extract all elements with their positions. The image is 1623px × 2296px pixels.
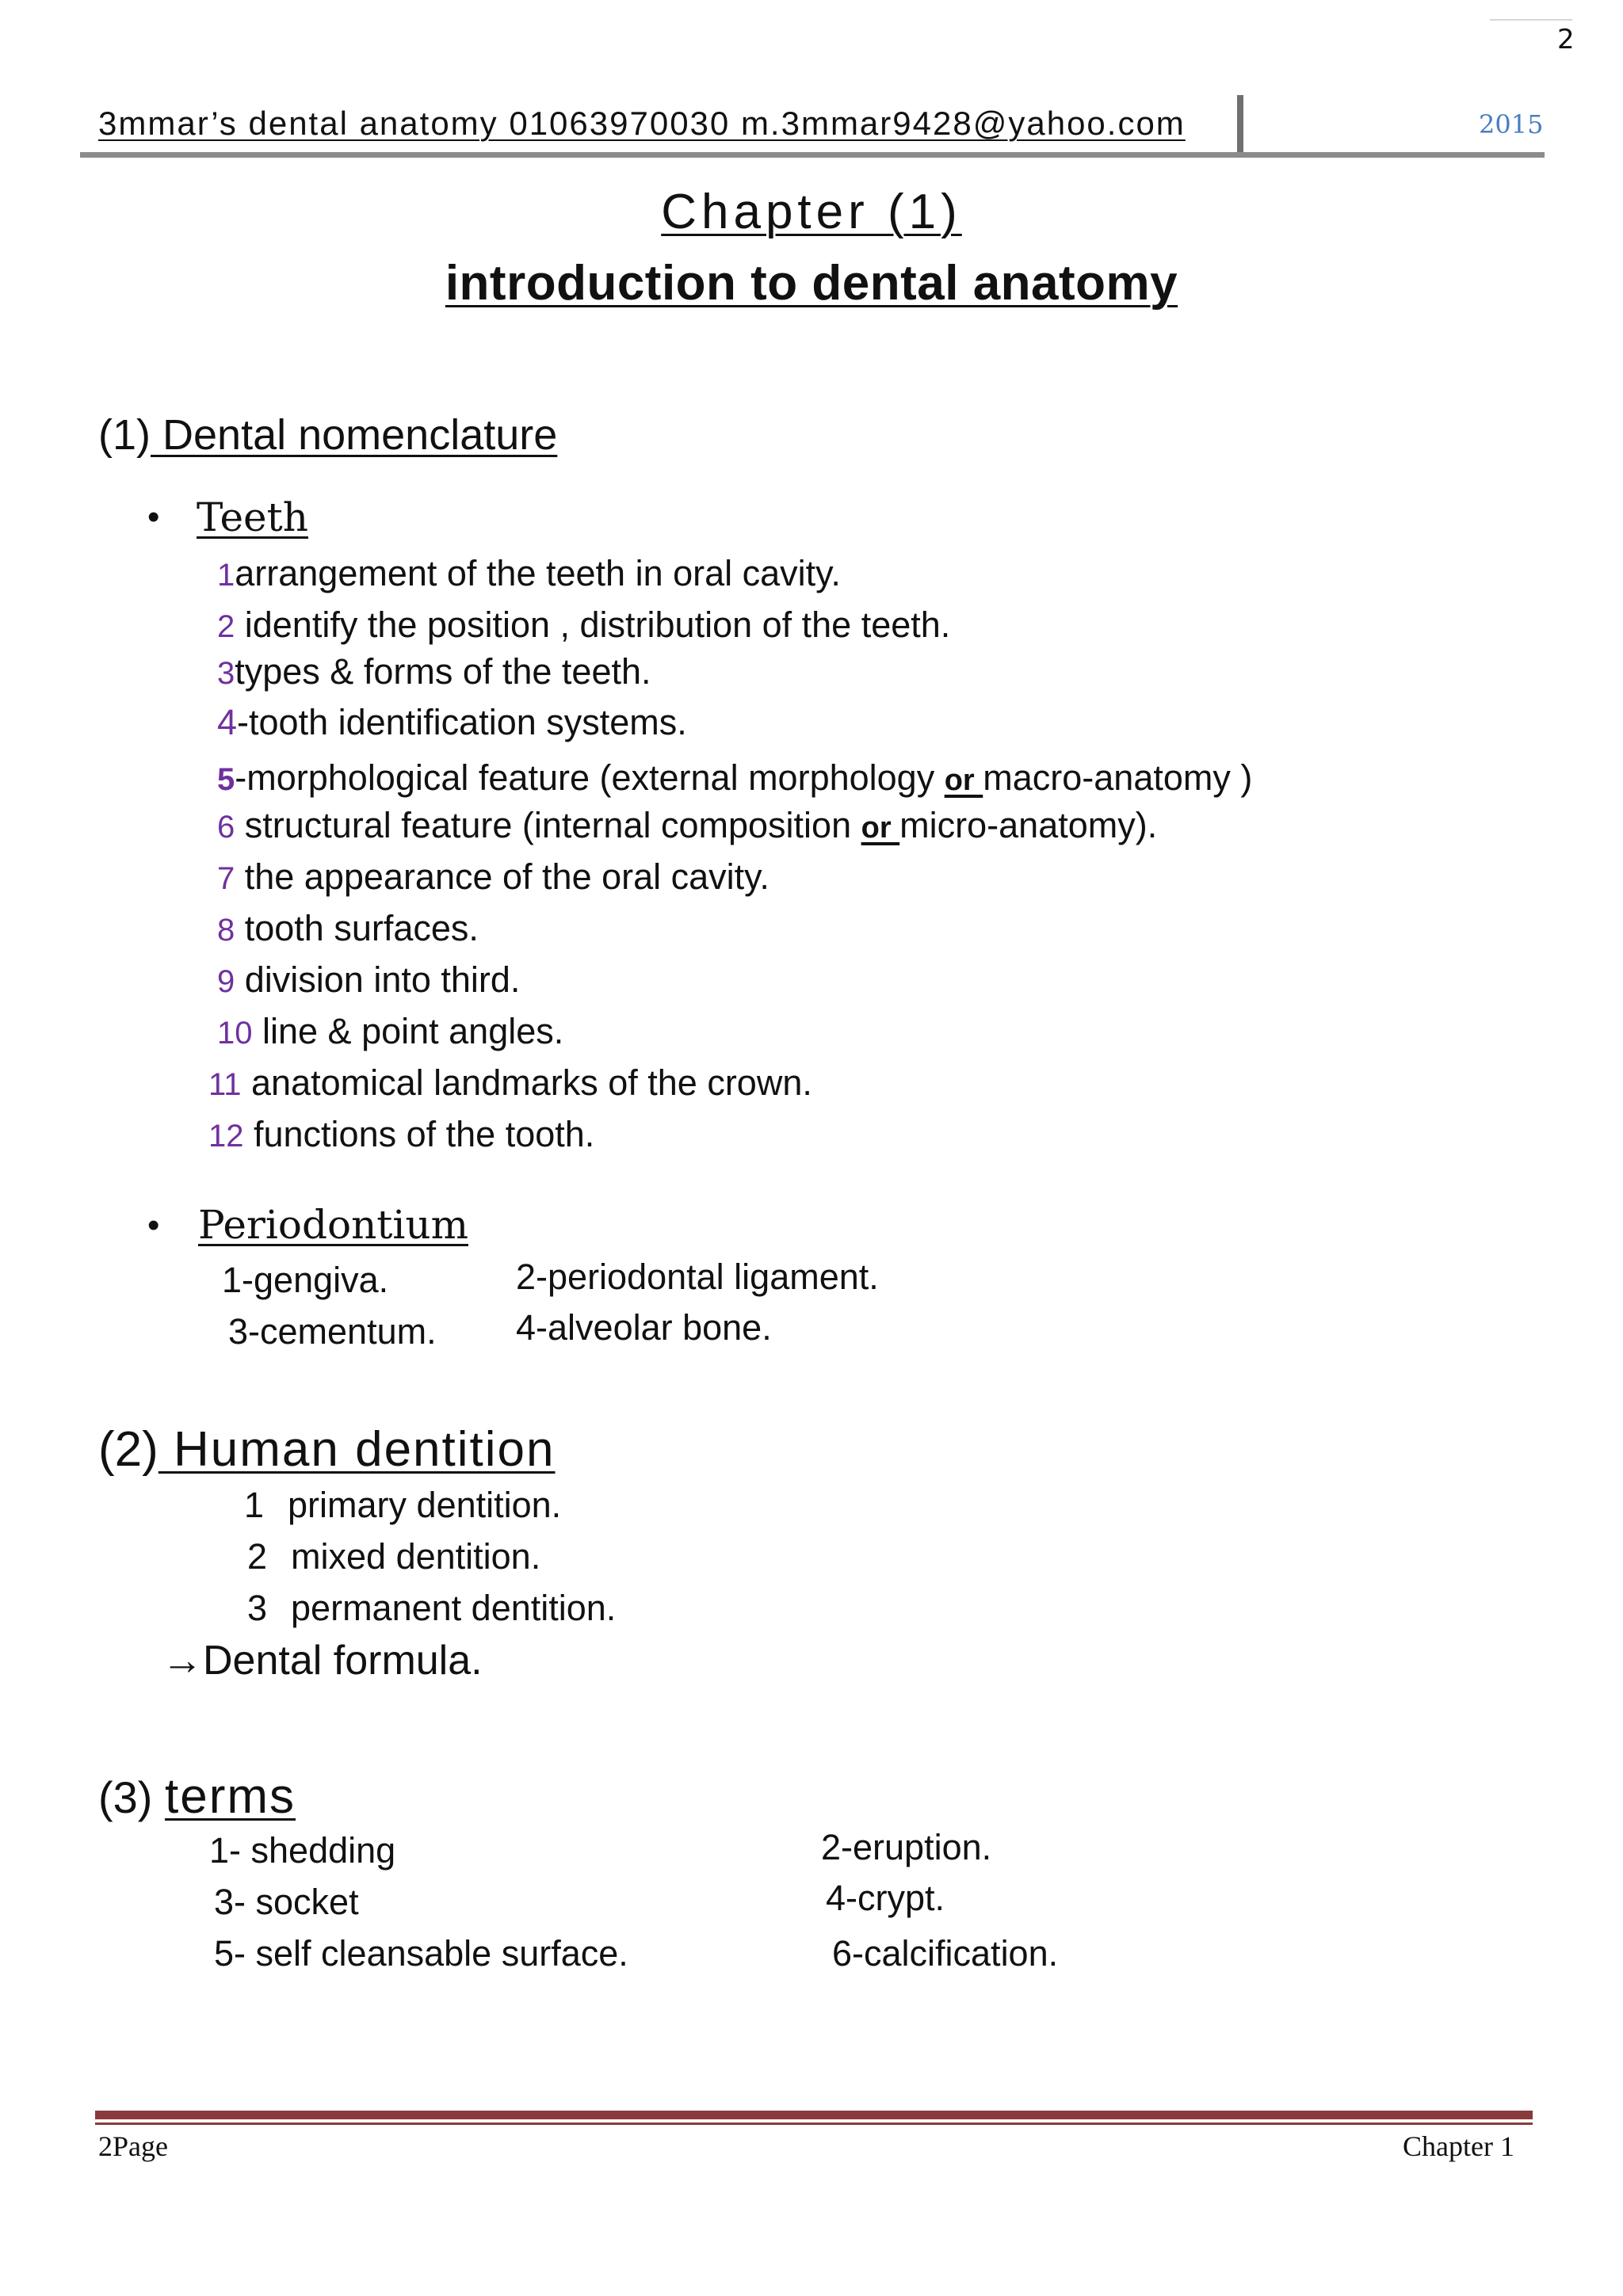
periodontium-bullet: • <box>147 1206 160 1245</box>
list-item: 3 permanent dentition. <box>247 1588 617 1628</box>
periodontium-heading: Periodontium <box>198 1202 468 1248</box>
section-3-prefix: (3) <box>98 1772 153 1822</box>
list-item: 2 mixed dentition. <box>247 1536 541 1577</box>
list-item: 3- socket <box>214 1882 359 1922</box>
chapter-title: Chapter (1) <box>661 185 962 239</box>
header-rule <box>80 152 1545 158</box>
list-item: 2-periodontal ligament. <box>516 1257 879 1297</box>
list-item: 3-cementum. <box>228 1311 437 1352</box>
section-1-title: Dental nomenclature <box>151 411 558 459</box>
section-3-title: terms <box>165 1769 296 1824</box>
section-2-heading <box>98 1421 556 1478</box>
list-item: 2-eruption. <box>821 1827 992 1867</box>
footer-rule <box>95 2111 1533 2119</box>
dental-formula: Dental formula. <box>203 1638 483 1684</box>
section-2-title: Human dentition <box>158 1422 556 1477</box>
list-item: 5-morphological feature (external morphology or macro-anatomy ) <box>217 757 1253 798</box>
list-item: 4-crypt. <box>826 1878 945 1918</box>
chapter-subtitle: introduction to dental anatomy <box>445 256 1178 311</box>
header-divider <box>1237 95 1243 155</box>
dental-formula-line <box>162 1637 483 1684</box>
list-item: 5- self cleansable surface. <box>214 1933 628 1974</box>
teeth-heading: Teeth <box>197 494 308 540</box>
list-item: 6 structural feature (internal composition or micro-anatomy). <box>217 805 1158 845</box>
list-item: 7 the appearance of the oral cavity. <box>217 856 769 897</box>
list-item: 1arrangement of the teeth in oral cavity. <box>217 553 841 593</box>
list-item: 12 functions of the tooth. <box>208 1114 595 1154</box>
teeth-bullet: • <box>147 498 160 536</box>
footer-page-label: 2Page <box>98 2130 168 2162</box>
section-1-heading <box>98 410 557 460</box>
page-number: 2 <box>1557 24 1575 55</box>
section-2-prefix: (2) <box>98 1422 158 1477</box>
section-3-heading <box>98 1768 296 1825</box>
list-item: 2 identify the position , distribution of the teeth. <box>217 605 951 645</box>
list-item: 8 tooth surfaces. <box>217 908 479 948</box>
top-rule <box>1490 19 1572 21</box>
arrow-icon: → <box>162 1638 203 1684</box>
list-item: 10 line & point angles. <box>217 1011 564 1051</box>
footer-chapter-label: Chapter 1 <box>1403 2130 1514 2162</box>
footer-rule-thin <box>95 2122 1533 2125</box>
list-item: 6-calcification. <box>832 1933 1059 1974</box>
list-item: 1 primary dentition. <box>244 1485 562 1525</box>
list-item: 9 division into third. <box>217 959 521 1000</box>
list-item: 11 anatomical landmarks of the crown. <box>208 1062 812 1103</box>
section-1-prefix: (1) <box>98 411 151 459</box>
header-year: 2015 <box>1479 109 1544 139</box>
list-item: 3types & forms of the teeth. <box>217 651 651 692</box>
list-item: 1-gengiva. <box>222 1260 389 1300</box>
list-item: 4-tooth identification systems. <box>217 702 687 742</box>
list-item: 1- shedding <box>209 1830 396 1871</box>
list-item: 4-alveolar bone. <box>516 1307 772 1348</box>
header-text: 3mmar’s dental anatomy 01063970030 m.3mmar9428@yahoo.com <box>98 105 1186 142</box>
